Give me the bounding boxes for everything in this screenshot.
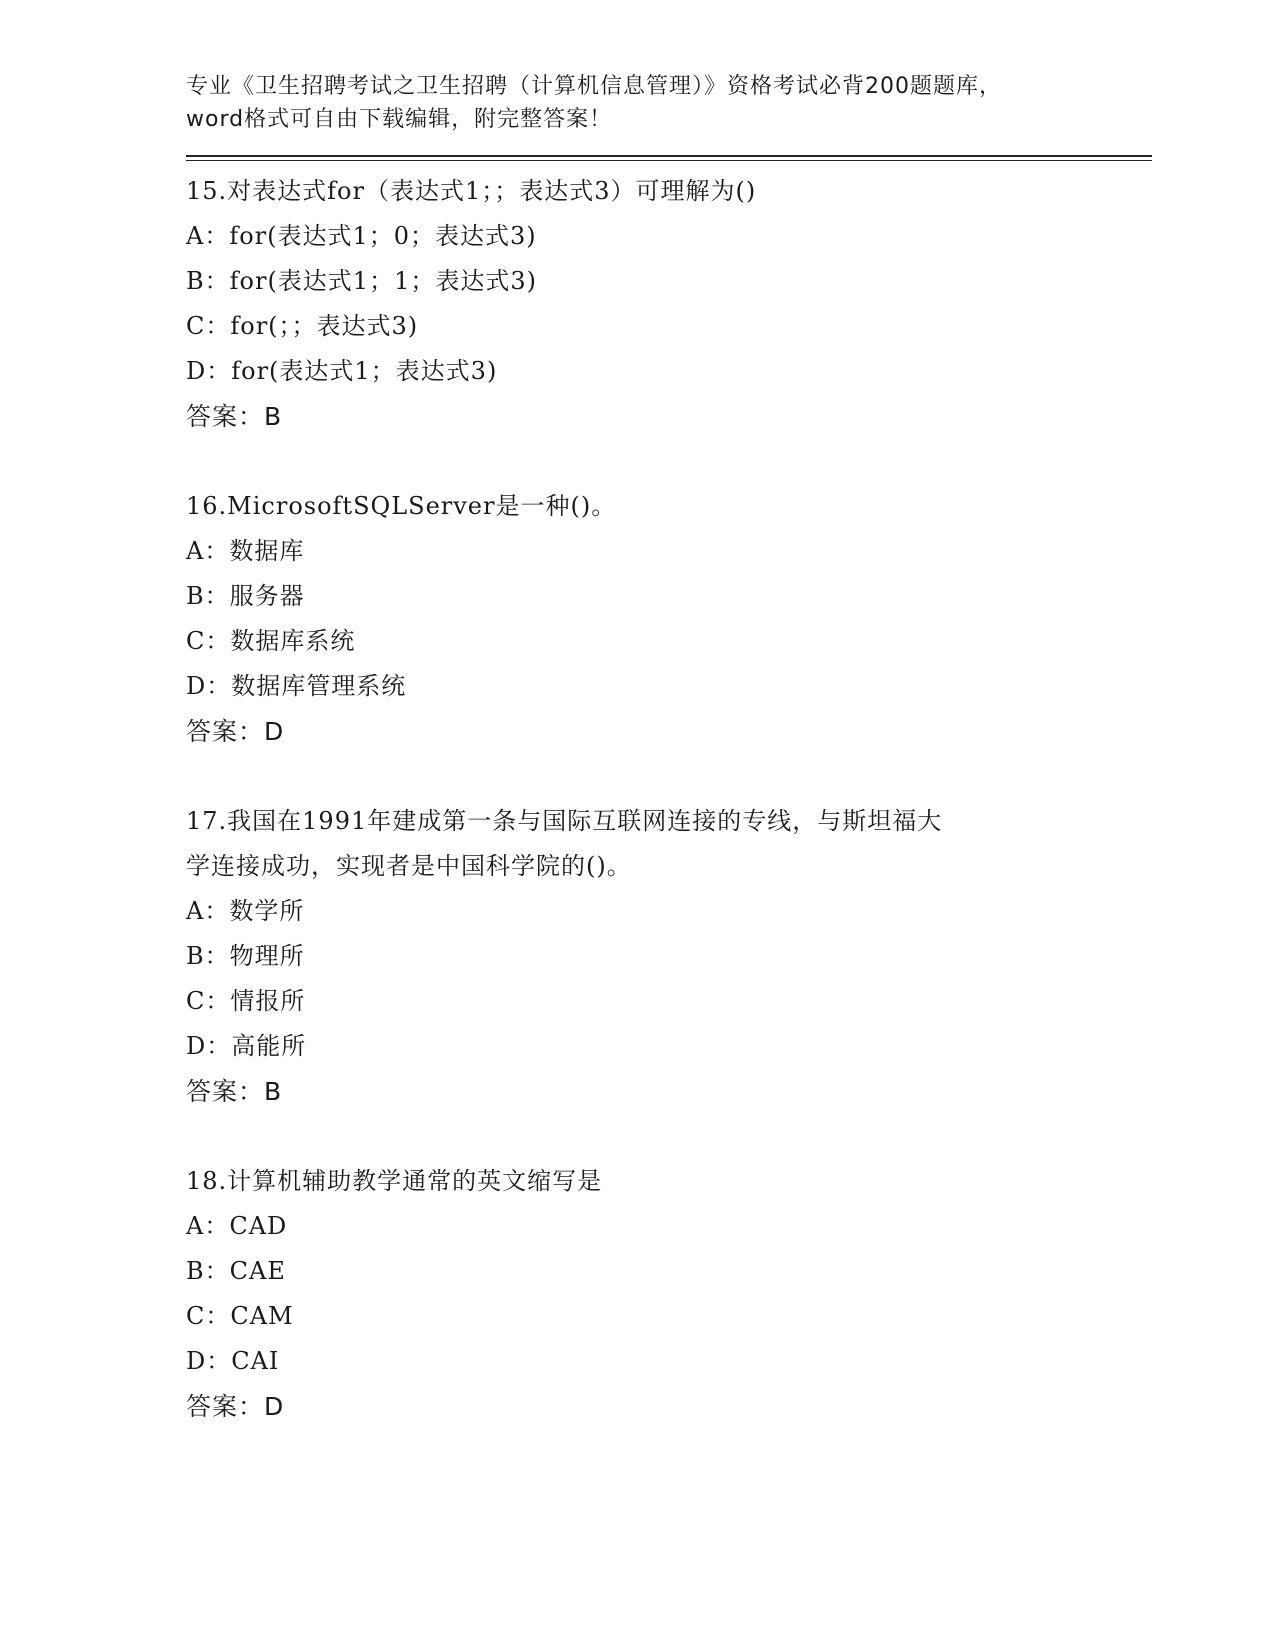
option-c: C：情报所 — [186, 987, 306, 1015]
option-b: B：for(表达式1；1；表达式3) — [186, 267, 537, 295]
question-15 — [186, 169, 1152, 439]
option-a: A：for(表达式1；0；表达式3) — [186, 222, 537, 250]
answer-line: 答案：D — [186, 1392, 285, 1421]
spacer — [186, 439, 1152, 484]
option-d: D：数据库管理系统 — [186, 672, 407, 700]
header-title-line-2: word格式可自由下载编辑，附完整答案！ — [186, 107, 613, 132]
spacer — [186, 754, 1152, 799]
document-header — [186, 70, 1152, 136]
option-b: B：CAE — [186, 1257, 286, 1285]
option-b: B：服务器 — [186, 582, 305, 610]
answer-line: 答案：B — [186, 402, 283, 431]
spacer — [186, 1114, 1152, 1159]
question-stem: 15.对表达式for（表达式1；；表达式3）可理解为() — [186, 177, 757, 205]
option-d: D：CAI — [186, 1347, 280, 1375]
option-a: A：数学所 — [186, 897, 305, 925]
question-18 — [186, 1159, 1152, 1429]
question-stem: 16.MicrosoftSQLServer是一种()。 — [186, 492, 617, 520]
document-page — [186, 70, 1152, 1429]
question-stem: 17.我国在1991年建成第一条与国际互联网连接的专线，与斯坦福大 — [186, 807, 943, 835]
answer-line: 答案：B — [186, 1077, 283, 1106]
option-c: C：数据库系统 — [186, 627, 356, 655]
option-a: A：CAD — [186, 1212, 288, 1240]
question-17 — [186, 799, 1152, 1114]
question-stem-continued: 学连接成功，实现者是中国科学院的()。 — [186, 852, 632, 880]
option-c: C：for(；；表达式3) — [186, 312, 419, 340]
header-divider — [186, 155, 1152, 161]
option-b: B：物理所 — [186, 942, 305, 970]
option-c: C：CAM — [186, 1302, 294, 1330]
option-d: D：高能所 — [186, 1032, 307, 1060]
option-a: A：数据库 — [186, 537, 305, 565]
question-16 — [186, 484, 1152, 754]
option-d: D：for(表达式1；表达式3) — [186, 357, 498, 385]
header-title-line-1: 专业《卫生招聘考试之卫生招聘（计算机信息管理）》资格考试必背200题题库， — [186, 74, 1002, 99]
answer-line: 答案：D — [186, 717, 285, 746]
question-stem: 18.计算机辅助教学通常的英文缩写是 — [186, 1167, 603, 1195]
